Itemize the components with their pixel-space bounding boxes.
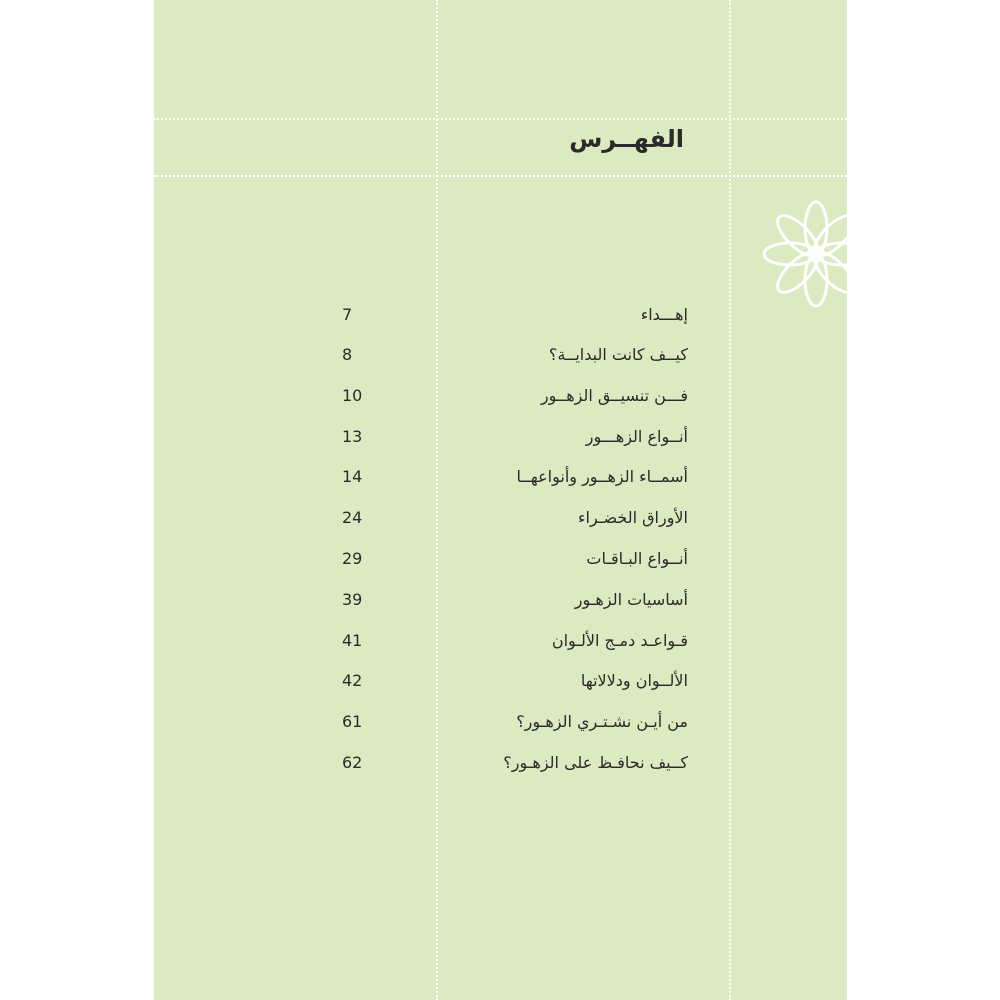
toc-entry[interactable] (154, 386, 847, 416)
toc-entry-title: فـــن تنسيــق الزهــور (540, 386, 688, 405)
toc-entry-page: 13 (342, 427, 363, 446)
toc-entry-page: 24 (342, 508, 363, 527)
toc-entry-title: أنــواع البـاقـات (586, 549, 688, 568)
toc-entry-title: كيــف كانت البدايــة؟ (548, 345, 688, 364)
toc-entry-page: 29 (342, 549, 363, 568)
dotted-vertical-line-right (729, 0, 731, 1000)
toc-entry[interactable] (154, 467, 847, 497)
toc-entry-title: أساسيات الزهـور (574, 590, 688, 609)
toc-entry[interactable] (154, 631, 847, 661)
toc-entry-page: 8 (342, 345, 353, 364)
toc-entry-title: كــيف نحافـظ على الزهـور؟ (503, 753, 688, 772)
dotted-horizontal-line-bottom (154, 175, 847, 177)
toc-entry-page: 14 (342, 467, 363, 486)
toc-entry[interactable] (154, 549, 847, 579)
toc-entry[interactable] (154, 345, 847, 375)
toc-entry-page: 61 (342, 712, 363, 731)
toc-entry[interactable] (154, 671, 847, 701)
page-title: الفهــرس (569, 125, 684, 153)
toc-entry-title: الأوراق الخضـراء (578, 508, 688, 527)
dotted-vertical-line-left (436, 0, 438, 1000)
toc-entry[interactable] (154, 305, 847, 335)
dotted-horizontal-line-top (154, 118, 847, 120)
toc-entry[interactable] (154, 590, 847, 620)
book-page (154, 0, 847, 1000)
toc-entry-page: 41 (342, 631, 363, 650)
toc-entry-page: 10 (342, 386, 363, 405)
toc-entry-title: أسمــاء الزهــور وأنواعهــا (516, 467, 688, 486)
toc-entry-page: 62 (342, 753, 363, 772)
toc-entry[interactable] (154, 508, 847, 538)
toc-entry[interactable] (154, 753, 847, 783)
toc-entry-title: أنــواع الزهـــور (585, 427, 688, 446)
toc-entry-title: من أيـن نشـتـري الزهـور؟ (516, 712, 688, 731)
toc-entry-page: 42 (342, 671, 363, 690)
toc-entry-title: إهـــداء (640, 305, 688, 324)
toc-entry-page: 7 (342, 305, 353, 324)
flower-ornament-icon (762, 200, 847, 310)
toc-entry-page: 39 (342, 590, 363, 609)
toc-entry[interactable] (154, 427, 847, 457)
toc-entry[interactable] (154, 712, 847, 742)
toc-entry-title: قـواعـد دمـج الألـوان (551, 631, 688, 650)
toc-entry-title: الألــوان ودلالاتها (580, 671, 688, 690)
